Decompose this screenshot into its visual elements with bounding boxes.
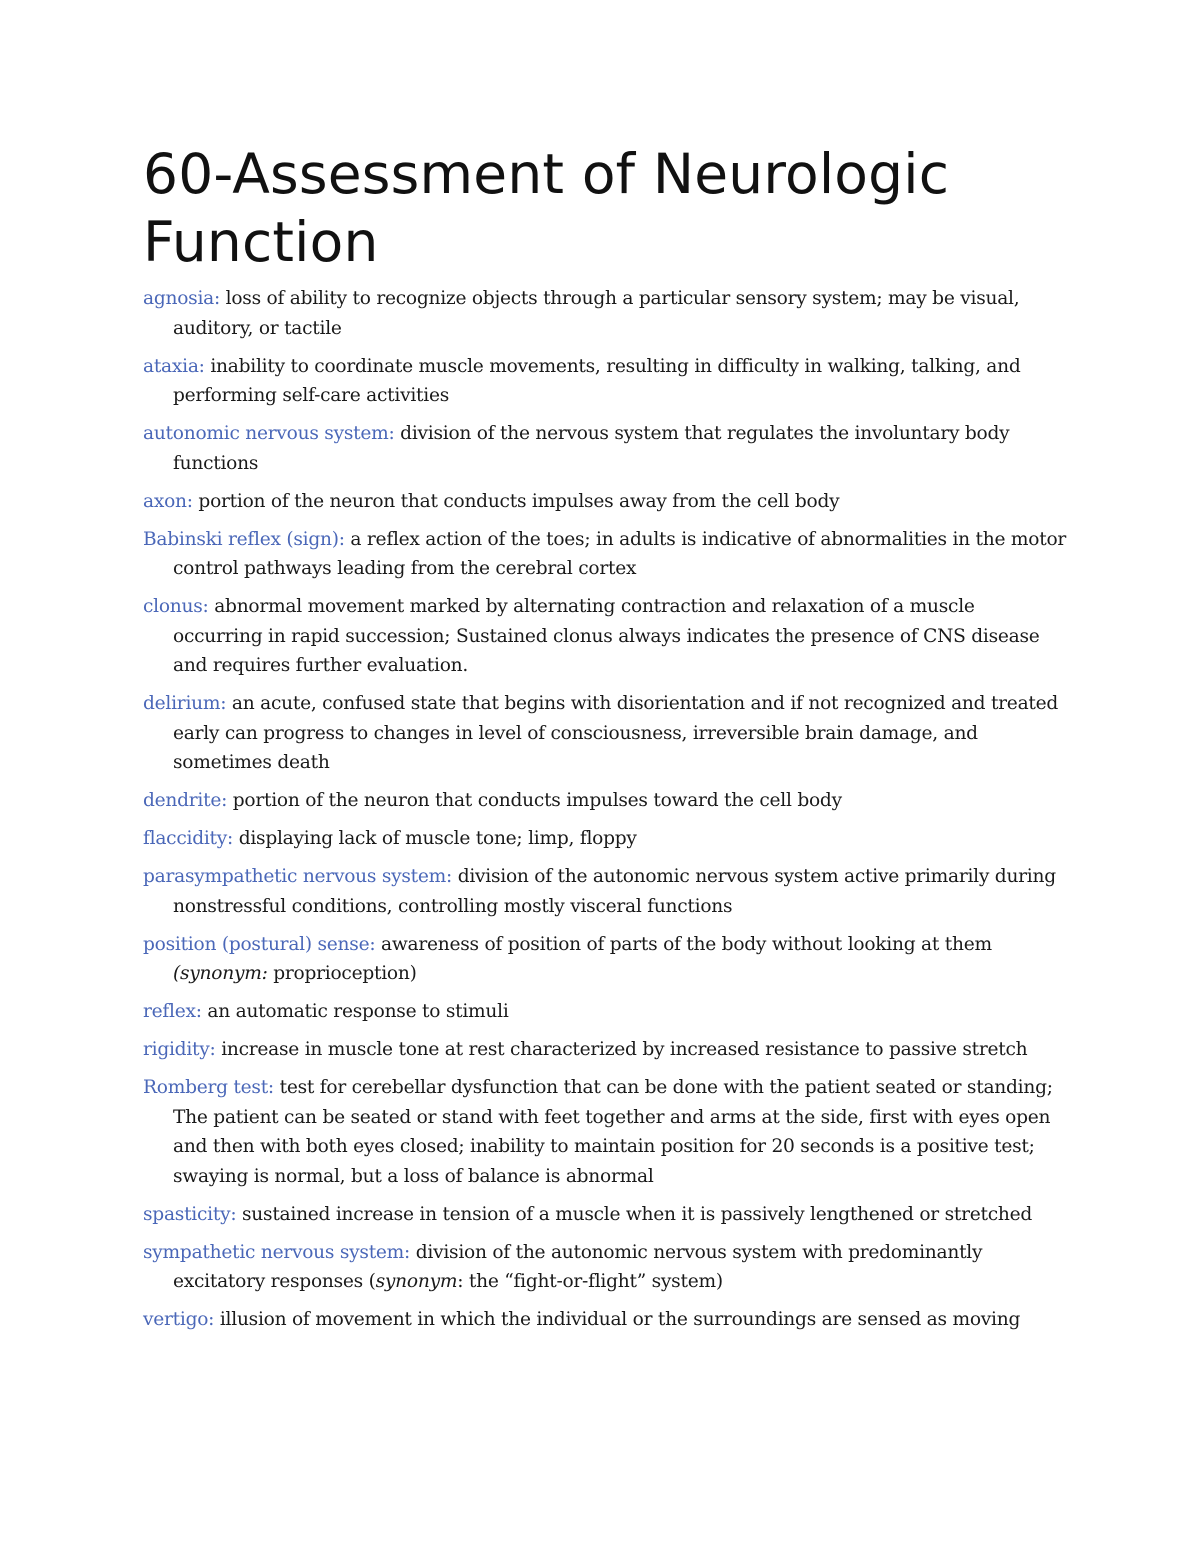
glossary-definition: illusion of movement in which the individual or the surroundings are sensed as moving: [214, 1309, 1021, 1330]
synonym-label: (synonym:: [173, 963, 268, 984]
synonym-text: : the “fight-or-flight” system): [457, 1271, 723, 1292]
glossary-definition: portion of the neuron that conducts impulses away from the cell body: [192, 490, 840, 512]
glossary-entry-delirium: [143, 689, 1068, 778]
glossary-term: ataxia:: [143, 355, 205, 377]
glossary-term: dendrite:: [143, 790, 228, 811]
glossary-entry-ataxia: [143, 352, 1068, 411]
glossary-entry-axon: [143, 487, 1068, 517]
synonym-label: synonym: [375, 1271, 458, 1292]
glossary-entry-sympathetic-nervous-system: [143, 1238, 1068, 1297]
glossary-term: Babinski reflex (sign):: [143, 528, 345, 550]
glossary-entry-reflex: [143, 997, 1068, 1027]
synonym-text: proprioception): [267, 963, 417, 984]
glossary-definition: test for cerebellar dysfunction that can be done with the patient seated or standing; The patient can be seated or stand with feet together and arms at the side, first with eyes open and then with both eyes closed; inability to maintain position for 20 seconds is a positive test; swaying is normal, but a loss of balance is abnormal: [173, 1077, 1053, 1187]
glossary-term: sympathetic nervous system:: [143, 1241, 411, 1263]
glossary-definition: a reflex action of the toes; in adults is indicative of abnormalities in the motor control pathways leading from the cerebral cortex: [173, 528, 1067, 579]
glossary-term: parasympathetic nervous system:: [143, 866, 453, 887]
glossary-entry-rigidity: [143, 1035, 1068, 1065]
glossary-list: [143, 284, 1068, 1335]
glossary-definition: abnormal movement marked by alternating contraction and relaxation of a muscle occurring in rapid succession; Sustained clonus always indicates the presence of CNS disease and requires further evaluation.: [173, 596, 1040, 676]
glossary-definition: division of the nervous system that regulates the involuntary body functions: [173, 423, 1010, 474]
glossary-definition: portion of the neuron that conducts impulses toward the cell body: [227, 790, 842, 811]
glossary-definition: loss of ability to recognize objects through a particular sensory system; may be visual, auditory, or tactile: [173, 288, 1020, 339]
page-title: 60-Assessment of Neurologic Function: [143, 142, 950, 274]
glossary-definition: division of the autonomic nervous system with predominantly excitatory responses (: [173, 1241, 983, 1292]
glossary-entry-clonus: [143, 592, 1068, 681]
glossary-entry-agnosia: [143, 284, 1068, 343]
glossary-entry-spasticity: [143, 1200, 1068, 1230]
glossary-term: reflex:: [143, 1001, 202, 1022]
glossary-definition: an automatic response to stimuli: [201, 1001, 509, 1022]
glossary-term: rigidity:: [143, 1039, 216, 1060]
glossary-term: vertigo:: [143, 1309, 215, 1330]
glossary-entry-babinski-reflex: [143, 525, 1068, 584]
glossary-definition: awareness of position of parts of the body without looking at them: [375, 933, 992, 955]
glossary-term: clonus:: [143, 596, 209, 617]
glossary-entry-romberg-test: [143, 1073, 1068, 1191]
glossary-entry-autonomic-nervous-system: [143, 419, 1068, 478]
glossary-entry-dendrite: [143, 786, 1068, 816]
glossary-term: autonomic nervous system:: [143, 423, 395, 444]
glossary-term: axon:: [143, 490, 193, 512]
glossary-definition: an acute, confused state that begins with disorientation and if not recognized and treated early can progress to changes in level of consciousness, irreversible brain damage, and sometimes death: [173, 693, 1059, 773]
glossary-entry-position-sense: [143, 930, 1068, 989]
glossary-entry-parasympathetic-nervous-system: [143, 862, 1068, 921]
glossary-term: agnosia:: [143, 288, 220, 309]
glossary-definition: sustained increase in tension of a muscle when it is passively lengthened or stretched: [236, 1203, 1033, 1225]
glossary-term: Romberg test:: [143, 1077, 274, 1098]
glossary-entry-flaccidity: [143, 824, 1068, 854]
glossary-term: spasticity:: [143, 1203, 237, 1225]
glossary-definition: inability to coordinate muscle movements, resulting in difficulty in walking, talking, and performing self-care activities: [173, 355, 1021, 406]
glossary-term: delirium:: [143, 693, 227, 714]
glossary-definition: displaying lack of muscle tone; limp, floppy: [233, 828, 637, 849]
glossary-term: position (postural) sense:: [143, 933, 376, 955]
glossary-definition: division of the autonomic nervous system active primarily during nonstressful conditions, controlling mostly visceral functions: [173, 866, 1056, 917]
glossary-entry-vertigo: [143, 1305, 1068, 1335]
document-content: [143, 140, 1068, 1343]
glossary-definition: increase in muscle tone at rest characterized by increased resistance to passive stretch: [215, 1039, 1028, 1060]
glossary-term: flaccidity:: [143, 828, 234, 849]
